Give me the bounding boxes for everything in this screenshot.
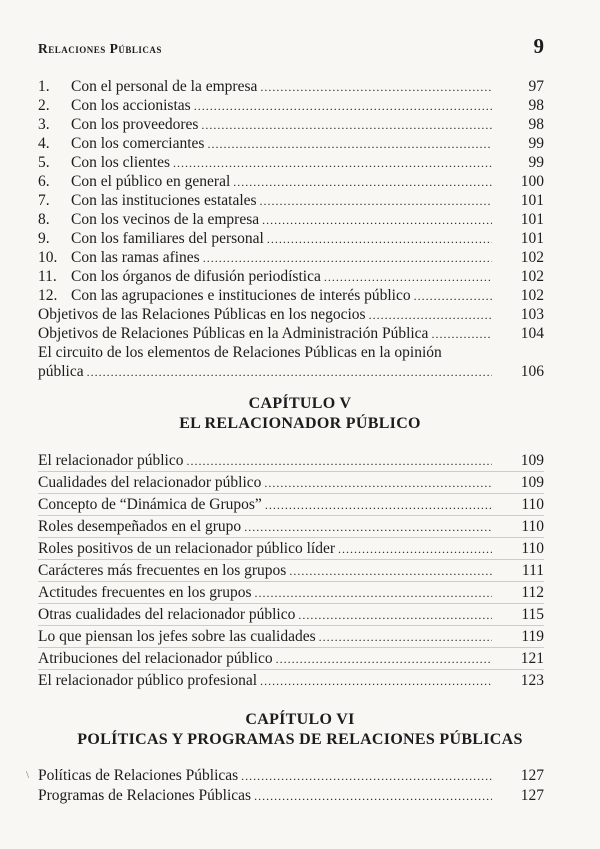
entry-page: 102 xyxy=(520,268,544,285)
entry-page: 98 xyxy=(528,97,544,114)
entry-page: 110 xyxy=(521,518,544,535)
entry-label: Con las agrupaciones e instituciones de interés público xyxy=(71,287,411,304)
divider xyxy=(38,559,544,560)
dot-leader xyxy=(289,562,492,580)
toc-entry xyxy=(38,249,544,267)
entry-page: 97 xyxy=(528,78,544,95)
toc-entry xyxy=(38,767,544,785)
divider xyxy=(38,471,544,472)
entry-label: Roles positivos de un relacionador público líder xyxy=(38,540,336,557)
entry-label: El relacionador público xyxy=(38,452,184,469)
chapter-heading: CAPÍTULO VI xyxy=(245,711,355,728)
dot-leader xyxy=(244,518,492,536)
dot-leader xyxy=(298,606,492,624)
entry-label: Con los clientes xyxy=(71,154,171,171)
dot-leader xyxy=(267,230,492,248)
entry-page: 127 xyxy=(520,787,544,804)
entry-page: 109 xyxy=(520,474,544,491)
entry-page: 109 xyxy=(520,452,544,469)
running-title: Relaciones Públicas xyxy=(38,41,162,56)
chapter-title: EL RELACIONADOR PÚBLICO xyxy=(179,415,421,432)
dot-leader xyxy=(87,363,492,381)
toc-entry xyxy=(38,540,544,558)
entry-number: 10. xyxy=(38,249,58,266)
toc-entry xyxy=(38,363,544,381)
dot-leader xyxy=(233,173,492,191)
entry-page: 102 xyxy=(520,287,544,304)
toc-entry xyxy=(38,562,544,580)
toc-entry xyxy=(38,787,544,805)
entry-label: Con los accionistas xyxy=(71,97,191,114)
toc-entry xyxy=(38,474,544,492)
entry-label: Objetivos de las Relaciones Públicas en los negocios xyxy=(38,306,366,323)
dot-leader xyxy=(255,584,493,602)
dot-leader xyxy=(241,767,492,785)
entry-label: Otras cualidades del relacionador público xyxy=(38,606,296,623)
toc-entry xyxy=(38,650,544,668)
entry-label: Programas de Relaciones Públicas xyxy=(38,787,252,804)
entry-page: 99 xyxy=(528,135,544,152)
entry-label: Cualidades del relacionador público xyxy=(38,474,262,491)
toc-entry xyxy=(38,518,544,536)
dot-leader xyxy=(254,787,492,805)
dot-leader xyxy=(324,268,492,286)
dot-leader xyxy=(203,249,492,267)
entry-page: 111 xyxy=(521,562,544,579)
toc-entry xyxy=(38,78,544,96)
entry-label: Concepto de “Dinámica de Grupos” xyxy=(38,496,262,513)
entry-label: Políticas de Relaciones Públicas xyxy=(38,767,239,784)
dot-leader xyxy=(265,496,492,514)
entry-page: 103 xyxy=(520,306,544,323)
dot-leader xyxy=(276,650,492,668)
entry-page: 101 xyxy=(520,211,544,228)
entry-label: Objetivos de Relaciones Públicas en la Administración Pública xyxy=(38,325,429,342)
entry-label: Con los proveedores xyxy=(71,116,199,133)
entry-number: 3. xyxy=(38,116,50,133)
divider xyxy=(38,493,544,494)
divider xyxy=(38,647,544,648)
entry-label: Con las instituciones estatales xyxy=(71,192,257,209)
dot-leader xyxy=(262,211,492,229)
entry-page: 101 xyxy=(520,230,544,247)
entry-page: 98 xyxy=(528,116,544,133)
entry-page: 115 xyxy=(521,606,544,623)
toc-entry xyxy=(38,496,544,514)
entry-page: 110 xyxy=(521,540,544,557)
dot-leader xyxy=(207,135,492,153)
dot-leader xyxy=(338,540,492,558)
entry-label-line: El circuito de los elementos de Relaciones Públicas en la opinión xyxy=(38,344,442,361)
toc-entry xyxy=(38,325,544,343)
toc-entry xyxy=(38,268,544,286)
entry-number: 4. xyxy=(38,135,50,152)
toc-entry xyxy=(38,306,544,324)
entry-label: Actitudes frecuentes en los grupos xyxy=(38,584,252,601)
entry-label: Con las ramas afines xyxy=(71,249,200,266)
dot-leader xyxy=(173,154,492,172)
entry-page: 123 xyxy=(520,672,544,689)
entry-label: Lo que piensan los jefes sobre las cualidades xyxy=(38,628,316,645)
entry-page: 110 xyxy=(521,496,544,513)
entry-page: 119 xyxy=(521,628,544,645)
dot-leader xyxy=(319,628,492,646)
entry-label: Con el personal de la empresa xyxy=(71,78,258,95)
entry-number: 9. xyxy=(38,230,50,247)
entry-page: 127 xyxy=(520,767,544,784)
entry-page: 102 xyxy=(520,249,544,266)
toc-entry xyxy=(38,452,544,470)
entry-label: Con el público en general xyxy=(71,173,231,190)
chapter-title: POLÍTICAS Y PROGRAMAS DE RELACIONES PÚBLICAS xyxy=(77,731,523,748)
divider xyxy=(38,537,544,538)
entry-label: El relacionador público profesional xyxy=(38,672,258,689)
dot-leader xyxy=(186,452,492,470)
chapter-heading: CAPÍTULO V xyxy=(248,395,352,412)
entry-page: 106 xyxy=(520,363,544,380)
entry-page: 99 xyxy=(528,154,544,171)
margin-mark: \ xyxy=(26,769,30,781)
entry-page: 104 xyxy=(520,325,544,342)
entry-number: 8. xyxy=(38,211,50,228)
entry-label: Atribuciones del relacionador público xyxy=(38,650,273,667)
toc-entry xyxy=(38,192,544,210)
entry-page: 121 xyxy=(520,650,544,667)
entry-number: 1. xyxy=(38,78,50,95)
dot-leader xyxy=(201,116,492,134)
entry-label: Con los comerciantes xyxy=(71,135,205,152)
entry-number: 11. xyxy=(38,268,57,285)
entry-label: Roles desempeñados en el grupo xyxy=(38,518,242,535)
entry-label: Con los vecinos de la empresa xyxy=(71,211,260,228)
toc-entry xyxy=(38,287,544,305)
dot-leader xyxy=(260,78,492,96)
dot-leader xyxy=(194,97,492,115)
divider xyxy=(38,581,544,582)
entry-label: Carácteres más frecuentes en los grupos xyxy=(38,562,287,579)
entry-label: Con los familiares del personal xyxy=(71,230,264,247)
divider xyxy=(38,669,544,670)
toc-entry xyxy=(38,211,544,229)
entry-number: 7. xyxy=(38,192,50,209)
dot-leader xyxy=(260,192,492,210)
page-header xyxy=(38,34,544,59)
dot-leader xyxy=(414,287,492,305)
dot-leader xyxy=(264,474,492,492)
entry-label: pública xyxy=(38,363,84,380)
toc-entry xyxy=(38,672,544,690)
toc-entry xyxy=(38,97,544,115)
toc-entry xyxy=(38,230,544,248)
entry-number: 12. xyxy=(38,287,58,304)
toc-entry xyxy=(38,154,544,172)
dot-leader xyxy=(260,672,492,690)
toc-entry xyxy=(38,628,544,646)
entry-number: 2. xyxy=(38,97,50,114)
divider xyxy=(38,515,544,516)
divider xyxy=(38,603,544,604)
page-number: 9 xyxy=(533,34,544,58)
divider xyxy=(38,625,544,626)
entry-number: 6. xyxy=(38,173,50,190)
entry-page: 101 xyxy=(520,192,544,209)
entry-label: Con los órganos de difusión periodística xyxy=(71,268,321,285)
toc-entry xyxy=(38,584,544,602)
dot-leader xyxy=(431,325,492,343)
toc-entry xyxy=(38,135,544,153)
toc-entry xyxy=(38,173,544,191)
dot-leader xyxy=(369,306,492,324)
entry-number: 5. xyxy=(38,154,50,171)
toc-entry xyxy=(38,116,544,134)
toc-entry xyxy=(38,606,544,624)
entry-page: 112 xyxy=(521,584,544,601)
entry-page: 100 xyxy=(520,173,544,190)
